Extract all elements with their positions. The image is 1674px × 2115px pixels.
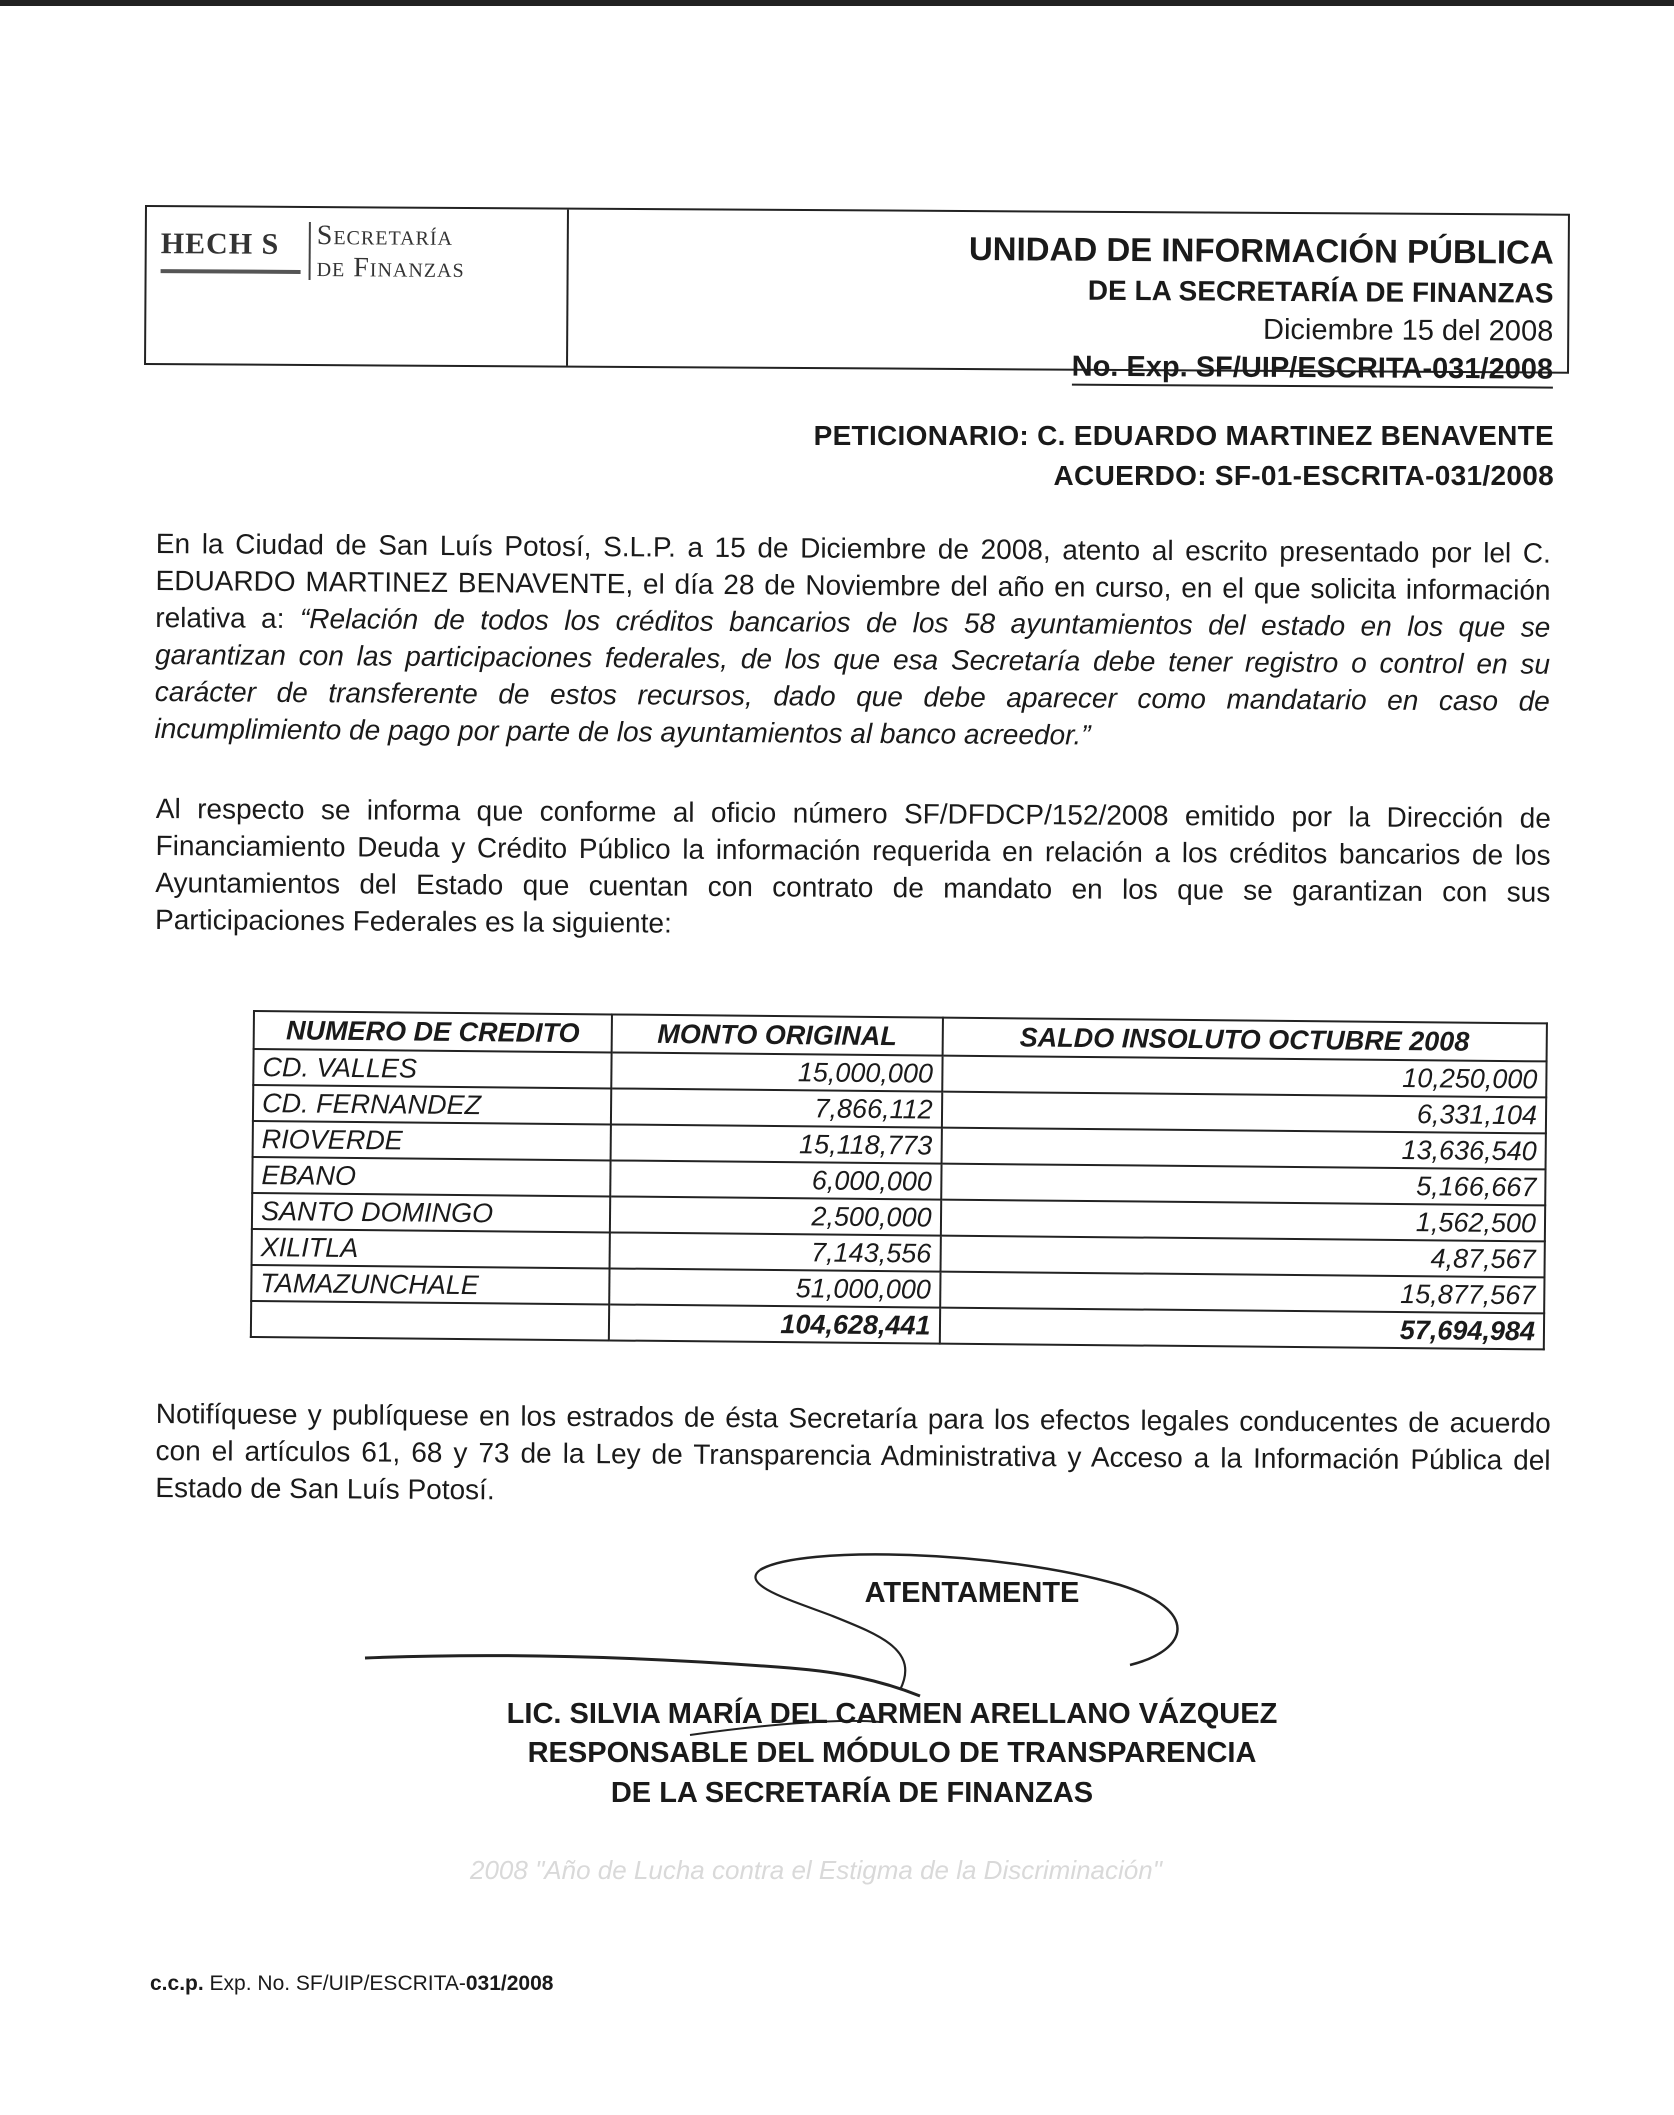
total-label: [251, 1301, 609, 1340]
balance-amount: 6,331,104: [941, 1092, 1546, 1134]
credit-name: SANTO DOMINGO: [252, 1193, 610, 1232]
response-paragraph: Al respecto se informa que conforme al oficio número SF/DFDCP/152/2008 emitido por la Dirección de Financiamiento Deuda y Crédito Público la información requerida en relación a los créditos bancarios de los Ayuntamientos del Estado que cuentan con contrato de mandato en los que se garantizan con sus Participaciones Federales es la siguiente:: [154, 792, 1551, 939]
closing-atentamente: ATENTAMENTE: [864, 1577, 1080, 1609]
expediente-number: No. Exp. SF/UIP/ESCRITA-031/2008: [1072, 351, 1554, 389]
logo-cell: [146, 207, 569, 366]
original-amount: 2,500,000: [610, 1196, 941, 1235]
unit-cell: [568, 210, 1568, 386]
request-intro: En la Ciudad de San Luís Potosí, S.L.P. a 15 de Diciembre de 2008, atento al escrito presentado por lel C. EDUARDO MARTINEZ BENAVENTE, el día 28 de Noviembre del año en curso, en el que solicita información relativa a:: [155, 527, 1551, 635]
logo-text-line2: de Finanzas: [316, 252, 465, 284]
logo-divider: [309, 222, 311, 280]
total-original: 104,628,441: [609, 1304, 940, 1343]
original-amount: 7,866,112: [611, 1088, 942, 1127]
credit-name: TAMAZUNCHALE: [251, 1265, 609, 1304]
credit-name: EBANO: [252, 1157, 610, 1196]
agreement-line: ACUERDO: SF-01-ESCRITA-031/2008: [1053, 460, 1554, 491]
signer-role-line1: RESPONSABLE DEL MÓDULO DE TRANSPARENCIA: [527, 1737, 1257, 1769]
ccp-label: c.c.p.: [150, 1972, 204, 1995]
credits-table: [250, 1010, 1548, 1350]
credit-name: XILITLA: [252, 1229, 610, 1268]
request-paragraph: [154, 525, 1551, 757]
original-amount: 15,000,000: [611, 1052, 942, 1091]
original-amount: 7,143,556: [610, 1232, 941, 1271]
notification-paragraph: Notifíquese y publíquese en los estrados de ésta Secretaría para los efectos legales conducentes de acuerdo con el artículos 61, 68 y 73 de la Ley de Transparencia Administrativa y Acceso a la Información Pública del Estado de San Luís Potosí.: [155, 1397, 1551, 1506]
carbon-copy-line: [150, 1972, 553, 1996]
signer-role-line2: DE LA SECRETARÍA DE FINANZAS: [610, 1777, 1094, 1809]
logo-text: [317, 220, 465, 285]
credit-name: CD. VALLES: [253, 1049, 611, 1088]
request-quote: “Relación de todos los créditos bancarios de los 58 ayuntamientos del estado en los que se garantizan con las participaciones federales, de los que esa Secretaría debe tener registro o control en su carácter de transferente de estos recursos, dado que debe aparecer como mandatario en caso de incumplimiento de pago por parte de los ayuntamientos al banco acreedor.”: [154, 603, 1551, 751]
ccp-text: Exp. No. SF/UIP/ESCRITA-: [209, 1972, 466, 1995]
letterhead-box: [144, 205, 1570, 386]
total-balance: 57,694,984: [939, 1308, 1544, 1350]
document-date: Diciembre 15 del 2008: [1262, 313, 1554, 348]
signer-name: LIC. SILVIA MARÍA DEL CARMEN ARELLANO VÁZQUEZ: [506, 1698, 1278, 1730]
ccp-number: 031/2008: [465, 1972, 554, 1995]
original-amount: 15,118,773: [611, 1124, 942, 1163]
balance-amount: 5,166,667: [941, 1164, 1546, 1206]
unit-title: UNIDAD DE INFORMACIÓN PÚBLICA: [968, 230, 1554, 271]
column-header-balance: SALDO INSOLUTO OCTUBRE 2008: [942, 1018, 1547, 1062]
balance-amount: 1,562,500: [940, 1200, 1545, 1242]
credits-table-wrapper: [250, 1010, 1548, 1350]
column-header-original: MONTO ORIGINAL: [612, 1014, 943, 1055]
footer-motto: 2008 "Año de Lucha contra el Estigma de la Discriminación": [470, 1855, 1162, 1885]
balance-amount: 13,636,540: [941, 1128, 1546, 1170]
unit-subtitle: DE LA SECRETARÍA DE FINANZAS: [1087, 274, 1554, 309]
column-header-credit: NUMERO DE CREDITO: [254, 1011, 612, 1052]
logo-underline: [161, 269, 301, 274]
petitioner-line: PETICIONARIO: C. EDUARDO MARTINEZ BENAVENTE: [813, 420, 1554, 451]
balance-amount: 10,250,000: [942, 1056, 1547, 1098]
logo-mark: HECH S: [160, 227, 280, 261]
credit-name: RIOVERDE: [253, 1121, 611, 1160]
original-amount: 51,000,000: [609, 1268, 940, 1307]
original-amount: 6,000,000: [610, 1160, 941, 1199]
balance-amount: 15,877,567: [940, 1272, 1545, 1314]
scan-top-edge: [0, 0, 1674, 6]
logo-text-line1: Secretaría: [316, 220, 454, 252]
credit-name: CD. FERNANDEZ: [253, 1085, 611, 1124]
balance-amount: 4,87,567: [940, 1236, 1545, 1278]
